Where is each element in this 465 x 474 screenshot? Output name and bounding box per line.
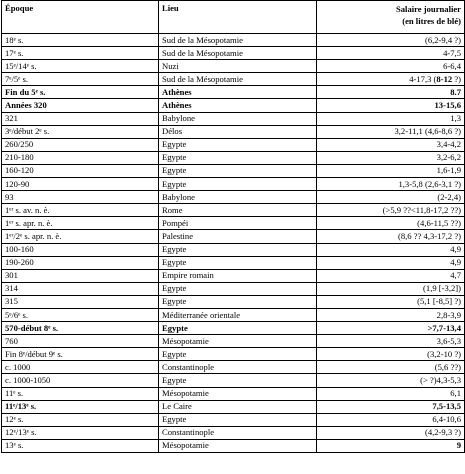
cell-lieu: Egypte: [159, 322, 317, 335]
cell-salaire: 2,8-3,9: [317, 308, 465, 321]
table-row: [2, 269, 465, 282]
header-salaire-line1: Salaire journalier: [395, 4, 461, 14]
cell-salaire: 8.7: [317, 86, 465, 99]
table-row: [2, 178, 465, 191]
table-body: [2, 34, 465, 453]
cell-lieu: Le Caire: [159, 400, 317, 413]
table-row: [2, 138, 465, 151]
cell-epoque: 314: [2, 282, 159, 295]
cell-lieu: Méditerranée orientale: [159, 308, 317, 321]
cell-salaire: (4,2-9,3 ?): [317, 426, 465, 439]
cell-epoque: 100-160: [2, 243, 159, 256]
cell-salaire: 1,3: [317, 112, 465, 125]
cell-epoque: c. 1000-1050: [2, 374, 159, 387]
cell-salaire: (5,1 [-8,5] ?): [317, 295, 465, 308]
cell-lieu: Mésopotamie: [159, 387, 317, 400]
cell-epoque: 315: [2, 295, 159, 308]
cell-lieu: Mésopotamie: [159, 335, 317, 348]
table-row: [2, 387, 465, 400]
cell-salaire: (5,6 ??): [317, 361, 465, 374]
table-row: [2, 217, 465, 230]
table-row: [2, 348, 465, 361]
cell-salaire: 6,4-10,6: [317, 413, 465, 426]
cell-salaire: 7,5-13,5: [317, 400, 465, 413]
cell-salaire: 3,6-5,3: [317, 335, 465, 348]
cell-epoque: 260/250: [2, 138, 159, 151]
table-row: [2, 374, 465, 387]
cell-salaire: 6,1: [317, 387, 465, 400]
cell-epoque: 11ᵉ/13ᵉ s.: [2, 400, 159, 413]
table-row: [2, 295, 465, 308]
table-row: [2, 151, 465, 164]
cell-epoque: 3ᵉ/début 2ᵉ s.: [2, 125, 159, 138]
cell-salaire: 4-7,5: [317, 47, 465, 60]
cell-salaire: 4,9: [317, 243, 465, 256]
wage-table: [1, 0, 465, 453]
cell-salaire: (>5,9 ??<11,8-17,2 ??): [317, 204, 465, 217]
cell-epoque: 1ᵉʳ s. av. n. è.: [2, 204, 159, 217]
cell-epoque: 11ᵉ s.: [2, 387, 159, 400]
table-row: [2, 335, 465, 348]
cell-lieu: Babylone: [159, 112, 317, 125]
cell-lieu: Egypte: [159, 282, 317, 295]
header-salaire-line2: (en litres de blé): [402, 16, 461, 26]
table-row: [2, 426, 465, 439]
table-row: [2, 164, 465, 177]
cell-epoque: Fin 8ᵉ/début 9ᵉ s.: [2, 348, 159, 361]
cell-epoque: 13ᵉ s.: [2, 439, 159, 452]
table-row: [2, 191, 465, 204]
cell-salaire: (8,6 ?? 4,3-17,2 ?): [317, 230, 465, 243]
cell-epoque: 570-début 8ᵉ s.: [2, 322, 159, 335]
cell-salaire: 4,7: [317, 269, 465, 282]
table-row: [2, 230, 465, 243]
cell-lieu: Egypte: [159, 243, 317, 256]
cell-lieu: Egypte: [159, 138, 317, 151]
header-epoque: Époque: [2, 1, 159, 34]
cell-salaire: [317, 73, 465, 86]
cell-salaire: 3,2-11,1 (4,6-8,6 ?): [317, 125, 465, 138]
cell-salaire: (4,6-11,5 ??): [317, 217, 465, 230]
cell-lieu: Mésopotamie: [159, 439, 317, 452]
cell-lieu: Egypte: [159, 151, 317, 164]
cell-salaire: 13-15,6: [317, 99, 465, 112]
cell-lieu: Egypte: [159, 295, 317, 308]
cell-epoque: 190-260: [2, 256, 159, 269]
cell-lieu: Egypte: [159, 256, 317, 269]
cell-salaire: 9: [317, 439, 465, 452]
cell-lieu: Pompéi: [159, 217, 317, 230]
cell-lieu: Empire romain: [159, 269, 317, 282]
cell-salaire: (3,2-10 ?): [317, 348, 465, 361]
cell-salaire: >7,7-13,4: [317, 322, 465, 335]
cell-salaire: 6-6,4: [317, 60, 465, 73]
cell-lieu: Rome: [159, 204, 317, 217]
table-row: [2, 282, 465, 295]
table-header-row: [2, 1, 465, 34]
cell-epoque: 12ᵉ/13ᵉ s.: [2, 426, 159, 439]
cell-salaire-text: 4-17,3 (: [409, 73, 437, 84]
cell-lieu: Egypte: [159, 374, 317, 387]
table-row: [2, 413, 465, 426]
table-row: [2, 73, 465, 86]
cell-salaire: 4,9: [317, 256, 465, 269]
table-row: [2, 34, 465, 47]
cell-epoque: 301: [2, 269, 159, 282]
cell-lieu: Constantinople: [159, 426, 317, 439]
cell-epoque: 1ᵉʳ s. apr. n. è.: [2, 217, 159, 230]
table-row: [2, 125, 465, 138]
table-row: [2, 400, 465, 413]
table-row: [2, 256, 465, 269]
cell-lieu: Egypte: [159, 178, 317, 191]
table-row: [2, 204, 465, 217]
cell-epoque: 160-120: [2, 164, 159, 177]
cell-epoque: 210-180: [2, 151, 159, 164]
cell-epoque: 12ᵉ s.: [2, 413, 159, 426]
table-row: [2, 86, 465, 99]
cell-lieu: Sud de la Mésopotamie: [159, 34, 317, 47]
header-salaire: [317, 1, 465, 34]
cell-salaire: (> ?)4,3-5,3: [317, 374, 465, 387]
table-row: [2, 439, 465, 452]
cell-salaire: 3,2-6,2: [317, 151, 465, 164]
cell-epoque: Années 320: [2, 99, 159, 112]
cell-epoque: 321: [2, 112, 159, 125]
cell-lieu: Sud de la Mésopotamie: [159, 73, 317, 86]
cell-epoque: 1ᵉʳ/2ᵉ s. apr. n. è.: [2, 230, 159, 243]
cell-lieu: Constantinople: [159, 361, 317, 374]
cell-epoque: c. 1000: [2, 361, 159, 374]
cell-epoque: 760: [2, 335, 159, 348]
cell-salaire: 1,3-5,8 (2,6-3,1 ?): [317, 178, 465, 191]
cell-lieu: Sud de la Mésopotamie: [159, 47, 317, 60]
cell-lieu: Athènes: [159, 86, 317, 99]
cell-lieu: Palestine: [159, 230, 317, 243]
cell-salaire: 1,6-1,9: [317, 164, 465, 177]
cell-epoque: 15ᵉ/14ᵉ s.: [2, 60, 159, 73]
cell-salaire: 3,4-4,2: [317, 138, 465, 151]
header-lieu: Lieu: [159, 1, 317, 34]
cell-salaire: (1,9 [-3,2]): [317, 282, 465, 295]
table-row: [2, 361, 465, 374]
cell-epoque: 18ᵉ s.: [2, 34, 159, 47]
cell-lieu: Egypte: [159, 164, 317, 177]
cell-salaire: (6,2-9,4 ?): [317, 34, 465, 47]
cell-lieu: Egypte: [159, 348, 317, 361]
table-row: [2, 243, 465, 256]
table-row: [2, 47, 465, 60]
cell-epoque: 120-90: [2, 178, 159, 191]
cell-lieu: Délos: [159, 125, 317, 138]
table-row: [2, 60, 465, 73]
cell-lieu: Babylone: [159, 191, 317, 204]
table-row: [2, 112, 465, 125]
table-row: [2, 308, 465, 321]
cell-lieu: Athènes: [159, 99, 317, 112]
table-row: [2, 322, 465, 335]
cell-epoque: 5ᵉ/6ᵉ s.: [2, 308, 159, 321]
cell-lieu: Egypte: [159, 413, 317, 426]
cell-salaire-after: ?): [452, 73, 461, 84]
cell-epoque: Fin du 5ᵉ s.: [2, 86, 159, 99]
table-row: [2, 99, 465, 112]
cell-epoque: 93: [2, 191, 159, 204]
cell-salaire-bold: 8-12: [436, 73, 453, 84]
cell-epoque: 7ᵉ/5ᵉ s.: [2, 73, 159, 86]
cell-lieu: Nuzi: [159, 60, 317, 73]
cell-epoque: 17ᵉ s.: [2, 47, 159, 60]
cell-salaire: (2-2,4): [317, 191, 465, 204]
